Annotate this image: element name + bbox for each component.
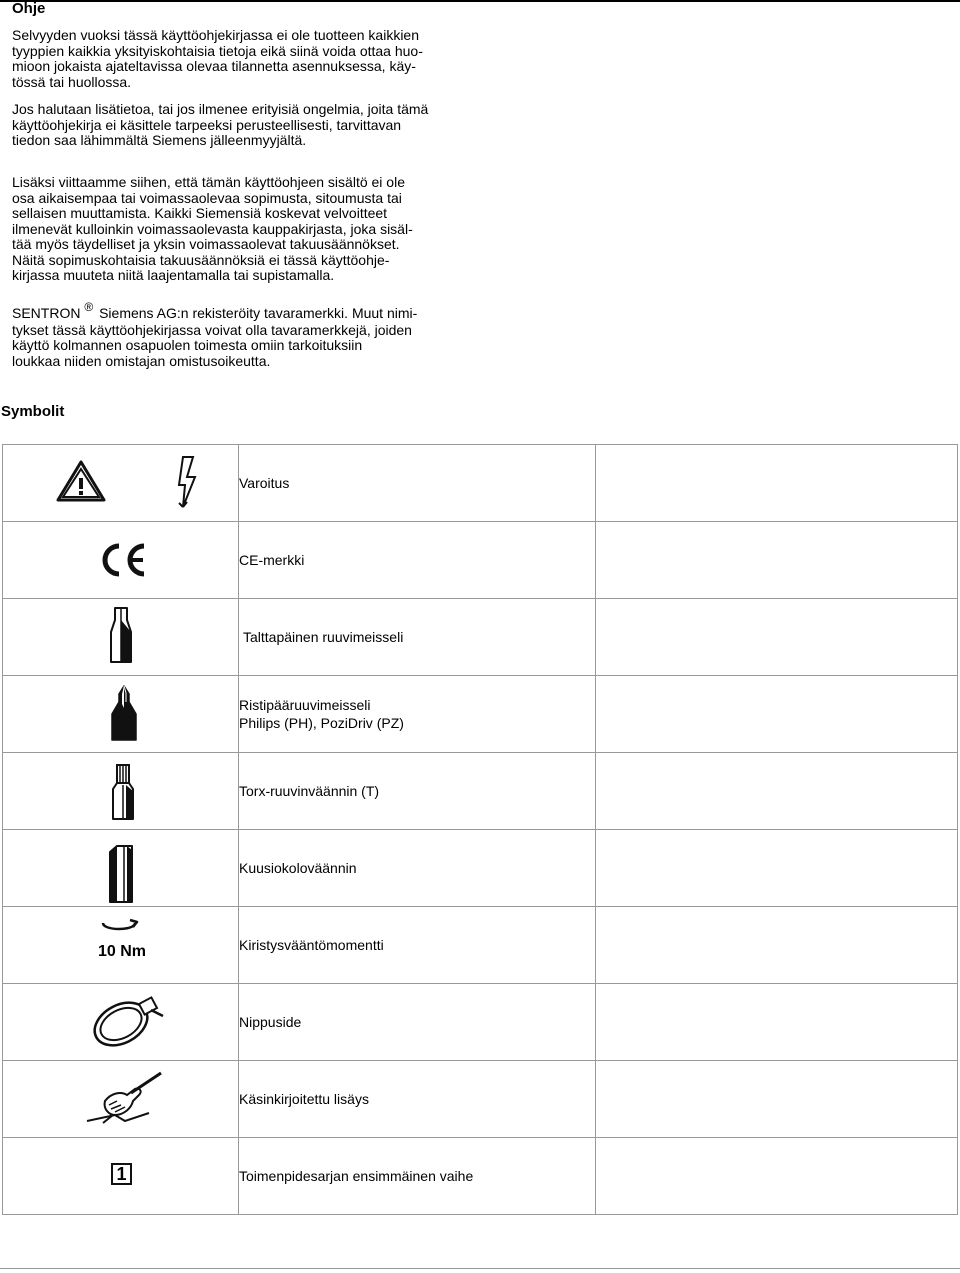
symbol-label-cell xyxy=(239,984,596,1061)
symbol-label-cell xyxy=(239,907,596,984)
top-rule xyxy=(0,0,960,2)
symbol-label-cell xyxy=(239,522,596,599)
paragraph-trademark xyxy=(12,300,472,369)
trademark-text: Siemens AG:n rekisteröity tavaramerkki. Muut nimi- xyxy=(99,305,418,321)
torque-value: 10 Nm xyxy=(98,943,147,960)
section-heading: Ohje xyxy=(12,0,46,17)
step-number-icon: 1 xyxy=(111,1163,132,1185)
symbol-icon-cell xyxy=(3,445,239,522)
symbol-icon-cell xyxy=(3,830,239,907)
symbol-label: Talttapäinen ruuvimeisseli xyxy=(243,629,404,645)
text-line: mioon jokaista ajateltavissa olevaa tilannetta asennuksessa, käy- xyxy=(12,58,416,74)
symbol-label: Philips (PH), PoziDriv (PZ) xyxy=(239,715,404,731)
text-line: tää myös täydelliset ja yksin voimassaolevat takuusäännökset. xyxy=(12,236,400,252)
text-line: kirjassa muuteta niitä laajentamalla tai supistamalla. xyxy=(12,267,335,283)
table-row xyxy=(3,1138,958,1215)
symbol-label-cell xyxy=(239,753,596,830)
table-row xyxy=(3,676,958,753)
symbol-label-cell xyxy=(239,830,596,907)
cable-tie-icon xyxy=(87,990,167,1052)
text-line: tyyppien kaikkia yksityiskohtaisia tietoja eikä siinä voida ottaa huo- xyxy=(12,42,423,59)
table-row xyxy=(3,984,958,1061)
symbol-icon-cell xyxy=(3,1138,239,1215)
cross-screwdriver-icon xyxy=(109,684,139,744)
symbol-icon-cell xyxy=(3,676,239,753)
symbol-label-cell xyxy=(239,1138,596,1215)
text-line: Jos halutaan lisätietoa, tai jos ilmenee erityisiä ongelmia, joita tämä xyxy=(12,101,429,117)
symbol-label: Varoitus xyxy=(239,475,290,491)
text-line: ilmenevät kulloinkin voimassaolevasta kauppakirjasta, joka sisäl- xyxy=(12,220,413,237)
hex-key-icon xyxy=(107,844,135,904)
text-line: Näitä sopimuskohtaisia takuusäännöksiä ei tässä käyttöohje- xyxy=(12,251,390,268)
symbol-label: Torx-ruuvinväännin (T) xyxy=(239,783,380,799)
empty-cell xyxy=(596,599,958,676)
symbol-icon-cell xyxy=(3,522,239,599)
empty-cell xyxy=(596,522,958,599)
symbol-label-cell xyxy=(239,1061,596,1138)
text-line: Lisäksi viittaamme siihen, että tämän käyttöohjeen sisältö ei ole xyxy=(12,174,405,190)
text-line: sellaisen muuttamista. Kaikki Siemensiä koskevat velvoitteet xyxy=(12,205,388,221)
empty-cell xyxy=(596,1061,958,1138)
warning-icon xyxy=(55,459,107,503)
text-line: loukkaa niiden omistajan omistusoikeutta. xyxy=(12,352,271,369)
text-line: käyttö kolmannen osapuolen toimesta omiin tarkoituksiin xyxy=(12,337,363,353)
empty-cell xyxy=(596,753,958,830)
symbol-label: CE-merkki xyxy=(239,552,305,568)
paragraph-more-info xyxy=(12,102,472,149)
table-row xyxy=(3,599,958,676)
symbol-icon-cell xyxy=(3,907,239,984)
empty-cell xyxy=(596,445,958,522)
paragraph-contract xyxy=(12,175,472,284)
lightning-icon xyxy=(173,455,203,511)
symbol-label-cell xyxy=(239,599,596,676)
table-row xyxy=(3,907,958,984)
text-line: käyttöohjekirja ei käsittele tarpeeksi perusteellisesti, tarvittavan xyxy=(12,116,402,133)
symbol-label-cell xyxy=(239,445,596,522)
table-row xyxy=(3,1061,958,1138)
table-row xyxy=(3,753,958,830)
table-row xyxy=(3,522,958,599)
symbol-icon-cell xyxy=(3,984,239,1061)
symbol-label: Kuusiokoloväännin xyxy=(239,860,357,876)
symbol-label: Kiristysvääntömomentti xyxy=(239,937,384,953)
registered-mark: ® xyxy=(84,300,94,314)
symbols-heading: Symbolit xyxy=(1,403,65,420)
text-line: Selvyyden vuoksi tässä käyttöohjekirjassa ei ole tuotteen kaikkien xyxy=(12,27,419,43)
empty-cell xyxy=(596,907,958,984)
text-line: osa aikaisempaa tai voimassaolevaa sopimusta, sitoumusta tai xyxy=(12,189,402,206)
table-row xyxy=(3,445,958,522)
handwriting-icon xyxy=(85,1071,167,1127)
table-row xyxy=(3,830,958,907)
flat-screwdriver-icon xyxy=(109,606,133,666)
symbol-label-cell xyxy=(239,676,596,753)
paragraph-intro xyxy=(12,28,472,90)
ce-mark-icon xyxy=(99,542,149,578)
symbol-icon-cell xyxy=(3,599,239,676)
empty-cell xyxy=(596,984,958,1061)
symbol-label: Toimenpidesarjan ensimmäinen vaihe xyxy=(239,1168,474,1184)
empty-cell xyxy=(596,1138,958,1215)
text-line xyxy=(12,300,472,323)
text-line: tiedon saa lähimmältä Siemens jälleenmyyjältä. xyxy=(12,132,307,148)
symbol-icon-cell xyxy=(3,753,239,830)
torque-arrow-icon xyxy=(95,917,143,937)
symbol-label: Käsinkirjoitettu lisäys xyxy=(239,1091,369,1107)
text-line: tössä tai huollossa. xyxy=(12,73,132,90)
text-line: tykset tässä käyttöohjekirjassa voivat olla tavaramerkkejä, joiden xyxy=(12,321,412,338)
symbol-icon-cell xyxy=(3,1061,239,1138)
symbols-table xyxy=(2,444,958,1215)
empty-cell xyxy=(596,830,958,907)
bottom-rule xyxy=(0,1268,960,1269)
empty-cell xyxy=(596,676,958,753)
torx-driver-icon xyxy=(111,763,135,821)
brand-name: SENTRON xyxy=(12,305,81,321)
symbol-label: Nippuside xyxy=(239,1014,302,1030)
symbol-label: Ristipääruuvimeisseli xyxy=(239,697,371,713)
